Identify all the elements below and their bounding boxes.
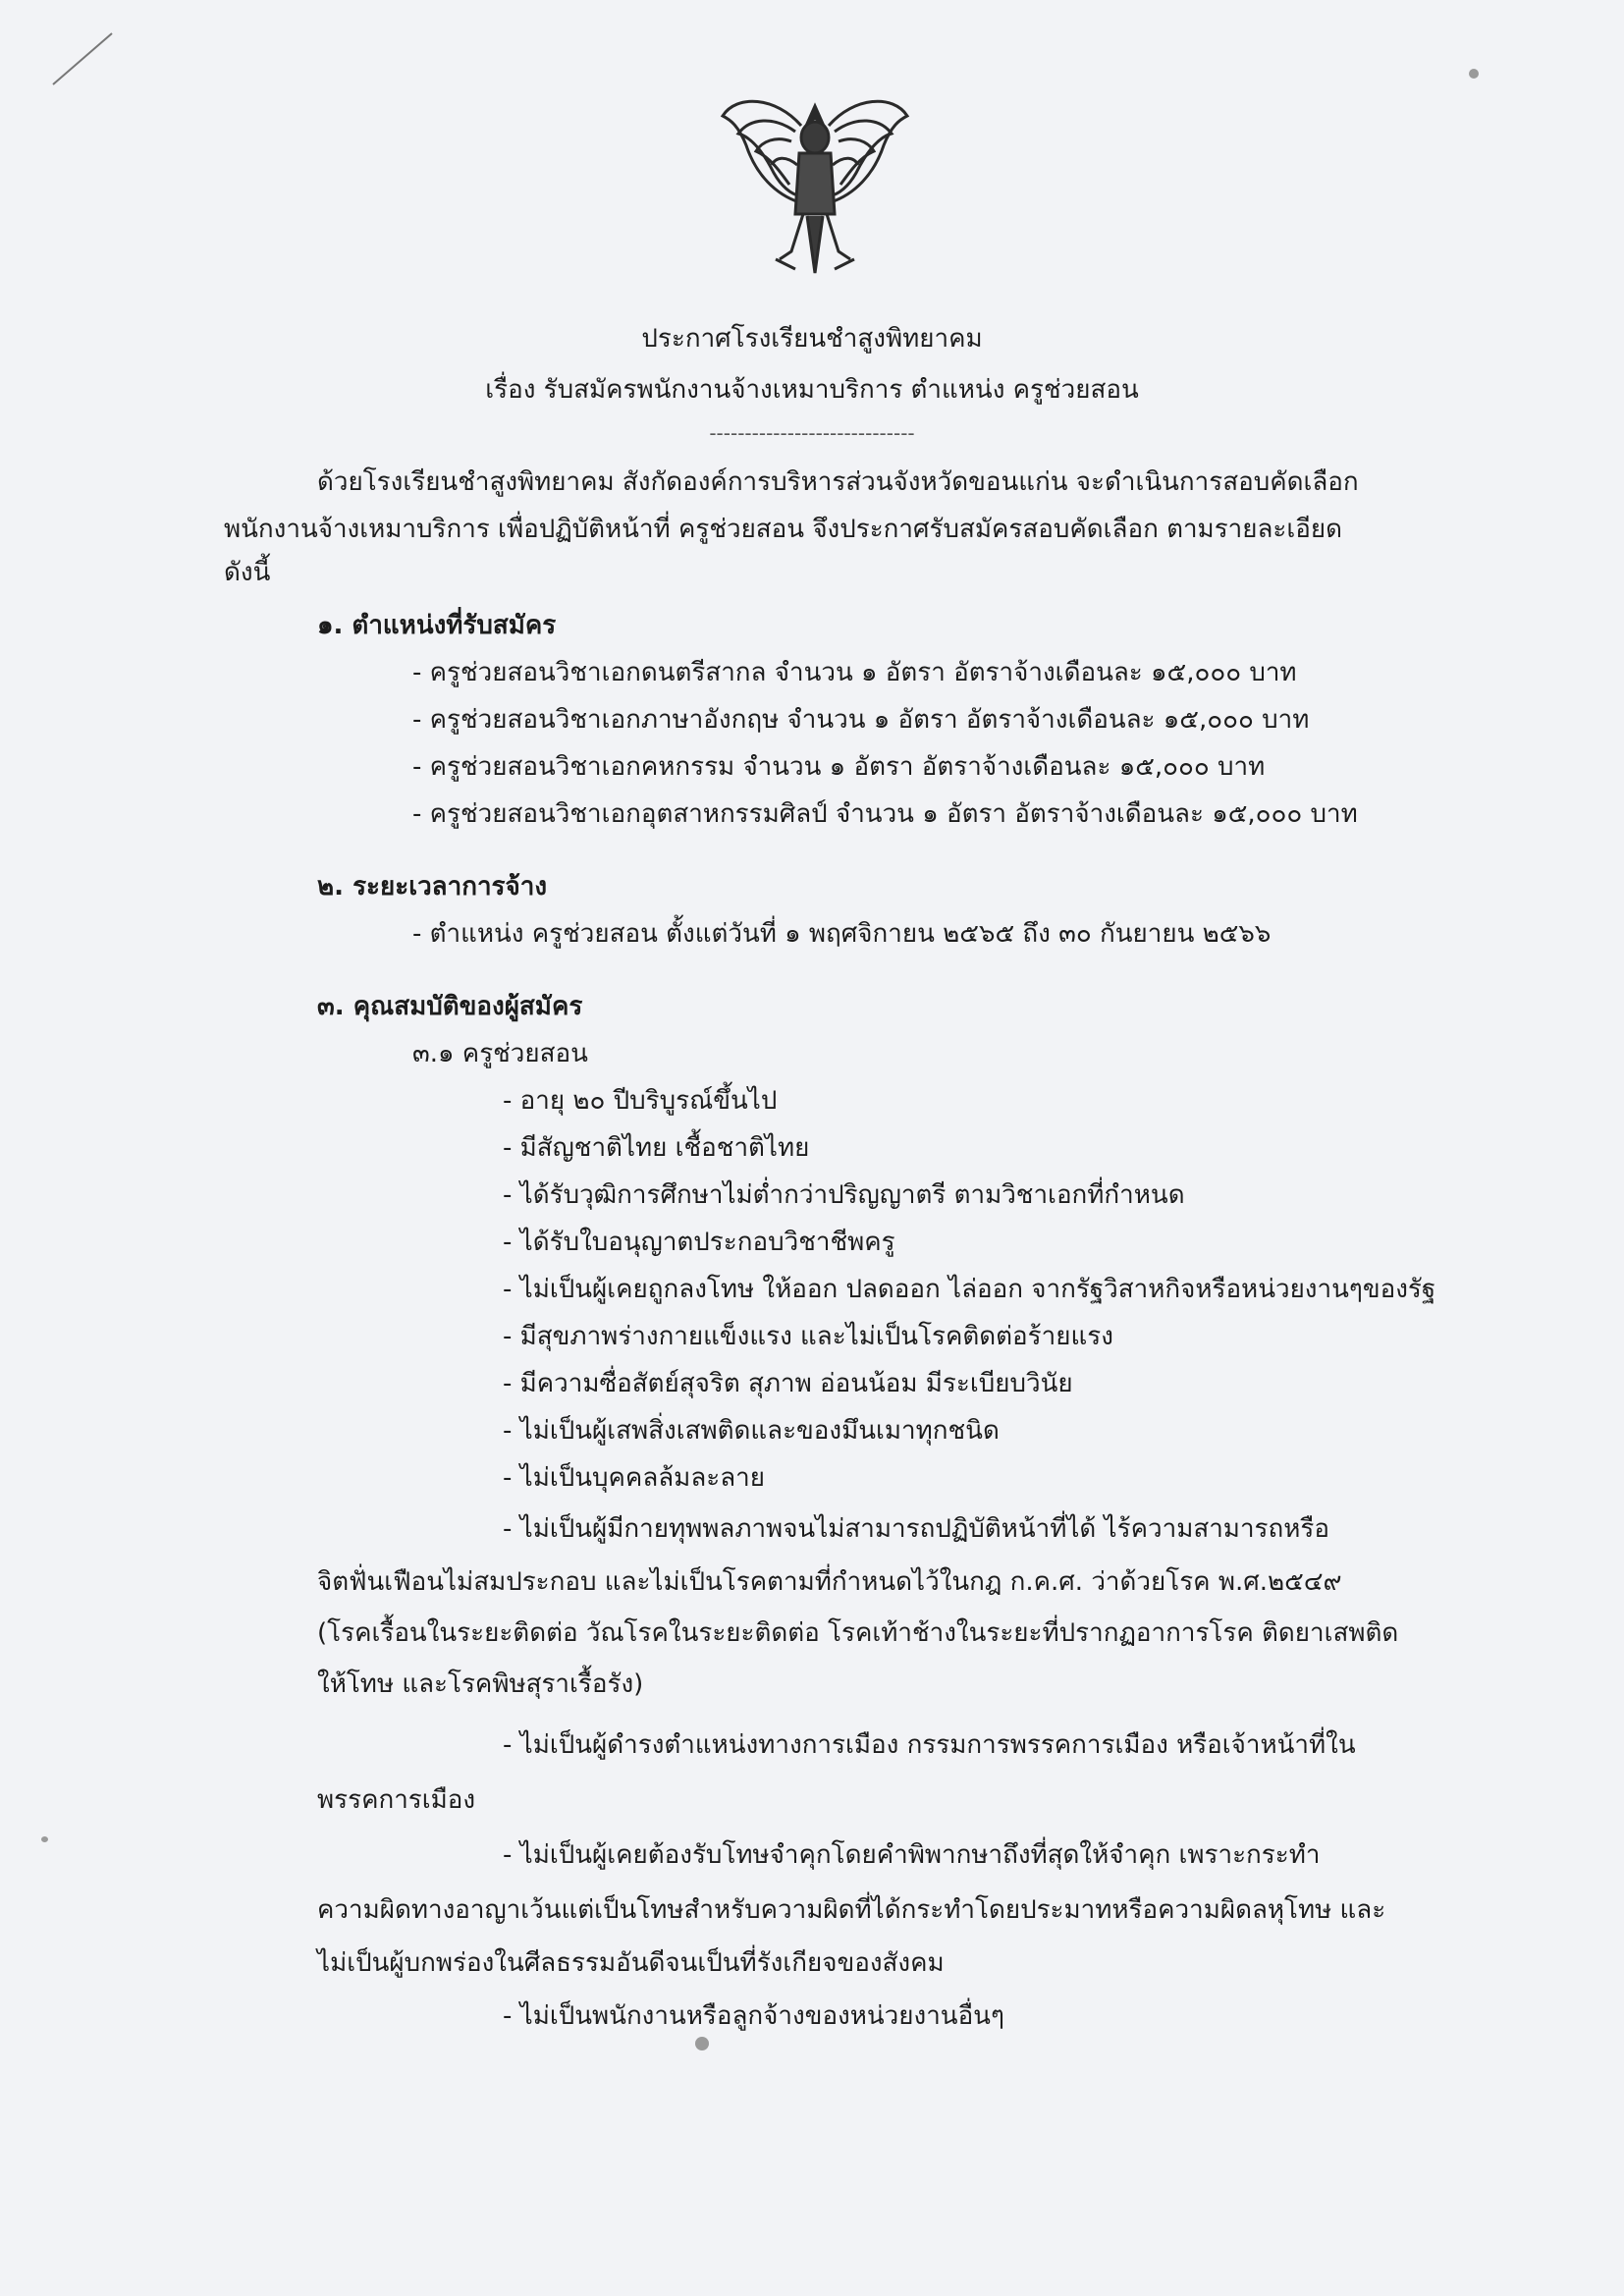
- qualification-item: - อายุ ๒๐ ปีบริบูรณ์ขึ้นไป: [503, 1086, 778, 1116]
- qualification-item: - มีสุขภาพร่างกายแข็งแรง และไม่เป็นโรคติดต่อร้ายแรง: [503, 1322, 1113, 1351]
- qualification-item: - มีความซื่อสัตย์สุจริต สุภาพ อ่อนน้อม มีระเบียบวินัย: [503, 1369, 1073, 1398]
- section-3-1-subheading: ๓.๑ ครูช่วยสอน: [412, 1039, 588, 1068]
- qualification-item: - ไม่เป็นบุคคลล้มละลาย: [503, 1463, 765, 1493]
- qualification-item: - มีสัญชาติไทย เชื้อชาติไทย: [503, 1133, 810, 1163]
- intro-line-1: ด้วยโรงเรียนชำสูงพิทยาคม สังกัดองค์การบริหารส่วนจังหวัดขอนแก่น จะดำเนินการสอบคัดเลือก: [317, 467, 1359, 497]
- qualification-item: - ได้รับใบอนุญาตประกอบวิชาชีพครู: [503, 1228, 895, 1257]
- position-item: - ครูช่วยสอนวิชาเอกดนตรีสากล จำนวน ๑ อัตรา อัตราจ้างเดือนละ ๑๕,๐๐๐ บาท: [412, 658, 1297, 687]
- position-item: - ครูช่วยสอนวิชาเอกคหกรรม จำนวน ๑ อัตรา อัตราจ้างเดือนละ ๑๕,๐๐๐ บาท: [412, 752, 1266, 782]
- disability-clause-line-2: จิตฟั่นเฟือนไม่สมประกอบ และไม่เป็นโรคตามที่กำหนดไว้ในกฎ ก.ค.ศ. ว่าด้วยโรค พ.ศ.๒๕๔๙: [317, 1567, 1342, 1597]
- disability-clause-line-4: ให้โทษ และโรคพิษสุราเรื้อรัง): [317, 1669, 644, 1699]
- disability-clause-line-1: - ไม่เป็นผู้มีกายทุพพลภาพจนไม่สามารถปฏิบัติหน้าที่ได้ ไร้ความสามารถหรือ: [503, 1514, 1329, 1544]
- disability-clause-line-3: (โรคเรื้อนในระยะติดต่อ วัณโรคในระยะติดต่อ โรคเท้าช้างในระยะที่ปรากฏอาการโรค ติดยาเสพติด: [317, 1618, 1399, 1648]
- scan-speck: [695, 2037, 709, 2050]
- section-3-heading: ๓. คุณสมบัติของผู้สมัคร: [317, 992, 583, 1021]
- garuda-emblem-icon: [717, 86, 913, 283]
- position-item: - ครูช่วยสอนวิชาเอกภาษาอังกฤษ จำนวน ๑ อัตรา อัตราจ้างเดือนละ ๑๕,๐๐๐ บาท: [412, 705, 1310, 735]
- section-1-heading: ๑. ตำแหน่งที่รับสมัคร: [317, 611, 557, 640]
- intro-line-3: ดังนี้: [224, 558, 271, 587]
- qualification-item: - ได้รับวุฒิการศึกษาไม่ต่ำกว่าปริญญาตรี ตามวิชาเอกที่กำหนด: [503, 1180, 1185, 1210]
- political-clause-line-2: พรรคการเมือง: [317, 1785, 476, 1815]
- announcement-title: ประกาศโรงเรียนชำสูงพิทยาคม: [641, 324, 983, 354]
- qualification-item: - ไม่เป็นผู้เคยถูกลงโทษ ให้ออก ปลดออก ไล่ออก จากรัฐวิสาหกิจหรือหน่วยงานๆของรัฐ: [503, 1275, 1436, 1304]
- criminal-clause-line-2: ความผิดทางอาญาเว้นแต่เป็นโทษสำหรับความผิดที่ได้กระทำโดยประมาทหรือความผิดลหุโทษ และ: [317, 1895, 1386, 1925]
- title-divider: -----------------------------: [709, 421, 915, 445]
- political-clause-line-1: - ไม่เป็นผู้ดำรงตำแหน่งทางการเมือง กรรมการพรรคการเมือง หรือเจ้าหน้าที่ใน: [503, 1730, 1356, 1760]
- employment-period: - ตำแหน่ง ครูช่วยสอน ตั้งแต่วันที่ ๑ พฤศจิกายน ๒๕๖๕ ถึง ๓๐ กันยายน ๒๕๖๖: [412, 919, 1272, 949]
- scan-speck: [1469, 69, 1479, 79]
- scan-speck: [41, 1836, 48, 1842]
- qualification-item-last: - ไม่เป็นพนักงานหรือลูกจ้างของหน่วยงานอื่นๆ: [503, 2001, 1004, 2031]
- section-2-heading: ๒. ระยะเวลาการจ้าง: [317, 872, 548, 902]
- announcement-subject: เรื่อง รับสมัครพนักงานจ้างเหมาบริการ ตำแหน่ง ครูช่วยสอน: [485, 375, 1139, 405]
- pen-scratch-mark: [49, 29, 118, 88]
- intro-line-2: พนักงานจ้างเหมาบริการ เพื่อปฏิบัติหน้าที่ ครูช่วยสอน จึงประกาศรับสมัครสอบคัดเลือก ตามรายละเอียด: [224, 515, 1343, 544]
- criminal-clause-line-1: - ไม่เป็นผู้เคยต้องรับโทษจำคุกโดยคำพิพากษาถึงที่สุดให้จำคุก เพราะกระทำ: [503, 1840, 1321, 1870]
- qualification-item: - ไม่เป็นผู้เสพสิ่งเสพติดและของมึนเมาทุกชนิด: [503, 1416, 1000, 1446]
- criminal-clause-line-3: ไม่เป็นผู้บกพร่องในศีลธรรมอันดีจนเป็นที่รังเกียจของสังคม: [317, 1948, 945, 1978]
- position-item: - ครูช่วยสอนวิชาเอกอุตสาหกรรมศิลป์ จำนวน ๑ อัตรา อัตราจ้างเดือนละ ๑๕,๐๐๐ บาท: [412, 799, 1358, 829]
